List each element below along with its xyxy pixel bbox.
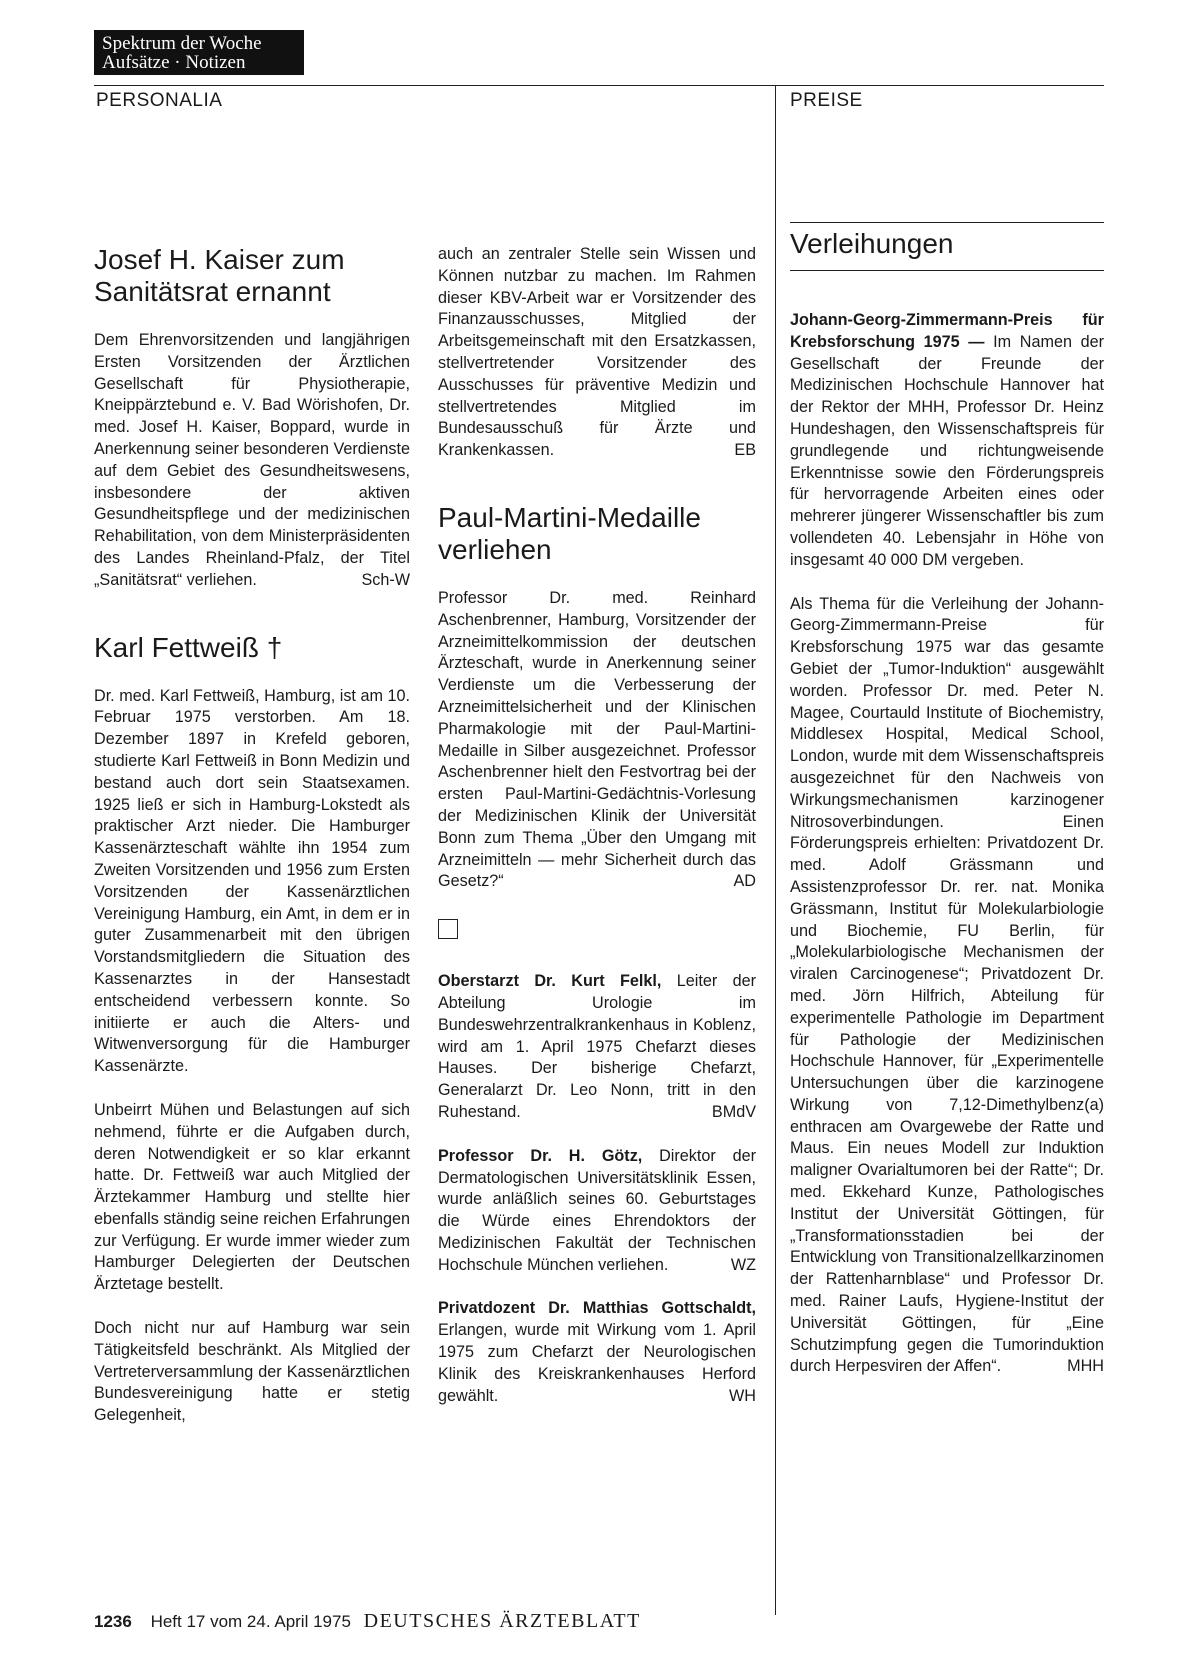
headline-fettweiss: Karl Fettweiß † xyxy=(94,631,283,663)
column-3-body xyxy=(790,310,1104,1378)
author-signature: WZ xyxy=(730,1255,756,1274)
section-label-preise: PREISE xyxy=(790,90,863,111)
article-fettweiss-cont: auch an zentraler Stelle sein Wissen und Können nutzbar zu machen. Im Rahmen dieser KBV-Arbeit war er Vorsitzender des Finanzausschusses, Mitglied der Arbeitsgemeinschaft mit den Ersatzkassen, stellvertretender Vorsitzender des Ausschusses für präventive Medizin und stellvertretendes Mitglied im Bundesausschuß für Ärzte und Krankenkassen. EB xyxy=(438,244,756,462)
section-box-line2: Aufsätze · Notizen xyxy=(102,52,246,73)
headline-martini: Paul-Martini-Medaille verliehen xyxy=(438,501,701,565)
magazine-name: DEUTSCHES ÄRZTEBLATT xyxy=(363,1610,641,1632)
article-fettweiss-2: Unbeirrt Mühen und Belastungen auf sich nehmend, führte er die Aufgaben durch, deren Notwendigkeit er so klar erkannt hatte. Dr. Fettweiß war auch Mitglied der Ärztekammer Hamburg und stellte hier ebenfalls ständig seine reichen Erfahrungen zur Verfügung. Er wurde immer wieder zum Hamburger Delegierten der Deutschen Ärztetage bestellt. xyxy=(94,1100,410,1294)
section-box-line1: Spektrum der Woche xyxy=(102,33,262,54)
author-signature: AD xyxy=(733,872,756,891)
end-square-icon xyxy=(438,919,458,939)
author-signature: EB xyxy=(734,441,756,460)
section-label-personalia: PERSONALIA xyxy=(96,90,223,111)
section-box xyxy=(94,30,304,75)
column-3 xyxy=(790,228,1104,260)
article-fettweiss-1: Dr. med. Karl Fettweiß, Hamburg, ist am 10. Februar 1975 verstorben. Am 18. Dezember 1897 in Krefeld geboren, studierte Karl Fettweiß in Bonn Medizin und bestand auch dort sein Staatsexamen. 1925 ließ er sich in Hamburg-Lokstedt als praktischer Arzt nieder. Die Hamburger Kassenärzteschaft wählte ihn 1954 zum Zweiten Vorsitzenden und 1956 zum Ersten Vorsitzenden der Kassenärztlichen Vereinigung Hamburg, ein Amt, in dem er in guter Zusammenarbeit mit den übrigen Vorstandsmitgliedern die Situation des Kassenarztes in der Hansestadt entscheidend verbessern konnte. So initiierte er auch die Alters- und Witwenversorgung für die Hamburger Kassenärzte. xyxy=(94,686,410,1076)
preise-rule-top xyxy=(790,222,1104,223)
article-fettweiss-3: Doch nicht nur auf Hamburg war sein Tätigkeitsfeld beschränkt. Als Mitglied der Vertreterversammlung der Kassenärztlichen Bundesvereinigung hatte er stetig Gelegenheit, xyxy=(94,1319,410,1425)
notice-felkl: Oberstarzt Dr. Kurt Felkl, Leiter der Abteilung Urologie im Bundeswehrzentralkrankenhaus in Koblenz, wird am 1. April 1975 Chefarzt dieses Hauses. Der bisherige Chefarzt, Generalarzt Dr. Leo Nonn, tritt in den Ruhestand. BMdV xyxy=(438,971,756,1124)
page-footer xyxy=(94,1610,641,1633)
top-rule xyxy=(94,85,1104,86)
notice-gottschaldt: Privatdozent Dr. Matthias Gottschaldt, Erlangen, wurde mit Wirkung vom 1. April 1975 zum Chefarzt der Neurologischen Klinik des Kreiskrankenhauses Herford gewählt. WH xyxy=(438,1298,756,1407)
column-1 xyxy=(94,244,410,1427)
article-zimmermann-1: Johann-Georg-Zimmermann-Preis für Krebsforschung 1975 — Im Namen der Gesellschaft der Freunde der Medizinischen Hochschule Hannover hat der Rektor der MHH, Professor Dr. Heinz Hundeshagen, den Wissenschaftspreis für grundlegende und richtungweisende Erkenntnisse sowie den Förderungspreis für hervorragende Arbeiten eines oder mehrerer jüngerer Wissenschaftler bis zum vollendeten 40. Lebensjahr in Höhe von insgesamt 40 000 DM vergeben. xyxy=(790,311,1104,569)
preise-rule-bottom xyxy=(790,270,1104,271)
column-divider xyxy=(775,85,776,1615)
headline-verleihungen: Verleihungen xyxy=(790,228,954,259)
column-2 xyxy=(438,244,756,1407)
author-signature: BMdV xyxy=(711,1102,756,1121)
author-signature: WH xyxy=(729,1386,756,1405)
author-signature: MHH xyxy=(1067,1357,1104,1376)
issue-info: Heft 17 vom 24. April 1975 xyxy=(150,1612,351,1631)
headline-kaiser: Josef H. Kaiser zum Sanitätsrat ernannt xyxy=(94,244,345,307)
page-number: 1236 xyxy=(94,1612,132,1631)
author-signature: Sch-W xyxy=(361,570,410,589)
article-martini: Professor Dr. med. Reinhard Aschenbrenner, Hamburg, Vorsitzender der Arzneimittelkommission der deutschen Ärzteschaft, wurde in Anerkennung seiner Verdienste um die Verbesserung der Arzneimittelsicherheit und der Klinischen Pharmakologie mit der Paul-Martini-Medaille in Silber ausgezeichnet. Professor Aschenbrenner hielt den Festvortrag bei der ersten Paul-Martini-Gedächtnis-Vorlesung der Medizinischen Klinik der Universität Bonn zum Thema „Über den Umgang mit Arzneimitteln — mehr Sicherheit durch das Gesetz?“ AD xyxy=(438,588,756,893)
article-zimmermann-2: Als Thema für die Verleihung der Johann-Georg-Zimmermann-Preise für Krebsforschung 1975 war das gesamte Gebiet der „Tumor-Induktion“ ausgewählt worden. Professor Dr. med. Peter N. Magee, Courtauld Institute of Biochemistry, Middlesex Hospital, Medical School, London, wurde mit dem Wissenschaftspreis ausgezeichnet für den Nachweis von Wirkungsmechanismen karzinogener Nitrosoverbindungen. Einen Förderungspreis erhielten: Privatdozent Dr. med. Adolf Grässmann und Assistenzprofessor Dr. rer. nat. Monika Grässmann, Institut für Molekularbiologie und Biochemie, FU Berlin, für „Molekularbiologische Mechanismen der viralen Carcinogenese“; Privatdozent Dr. med. Jörn Hilfrich, Abteilung für experimentelle Pathologie im Department für Pathologie der Medizinischen Hochschule Hannover, für „Experimentelle Untersuchungen über die karzinogene Wirkung von 7,12-Dimethylbenz(a) enthracen am Ovargewebe der Ratte und Maus. Ein neues Modell zur Induktion maligner Ovarialtumoren bei der Ratte“; Dr. med. Ekkehard Kunze, Pathologisches Institut der Universität Göttingen, für „Transformationsstadien bei der Entwicklung von Transitionalzellkarzinomen der Rattenharnblase“ und Professor Dr. med. Rainer Laufs, Hygiene-Institut der Universität Göttingen, für „Eine Schutzimpfung gegen die Tumorinduktion durch Herpesviren der Affen“. MHH xyxy=(790,594,1104,1379)
notice-goetz: Professor Dr. H. Götz, Direktor der Dermatologischen Universitätsklinik Essen, wurde anläßlich seines 60. Geburtstages die Würde eines Ehrendoktors der Medizinischen Fakultät der Technischen Hochschule München verliehen. WZ xyxy=(438,1146,756,1277)
article-kaiser: Dem Ehrenvorsitzenden und langjährigen Ersten Vorsitzenden der Ärztlichen Gesellschaft für Physiotherapie, Kneippärztebund e. V. Bad Wörishofen, Dr. med. Josef H. Kaiser, Boppard, wurde in Anerkennung seiner besonderen Verdienste auf dem Gebiet des Gesundheitswesens, insbesondere der aktiven Gesundheitspflege und der medizinischen Rehabilitation, von dem Ministerpräsidenten des Landes Rheinland-Pfalz, der Titel „Sanitätsrat“ verliehen. Sch-W xyxy=(94,330,410,592)
